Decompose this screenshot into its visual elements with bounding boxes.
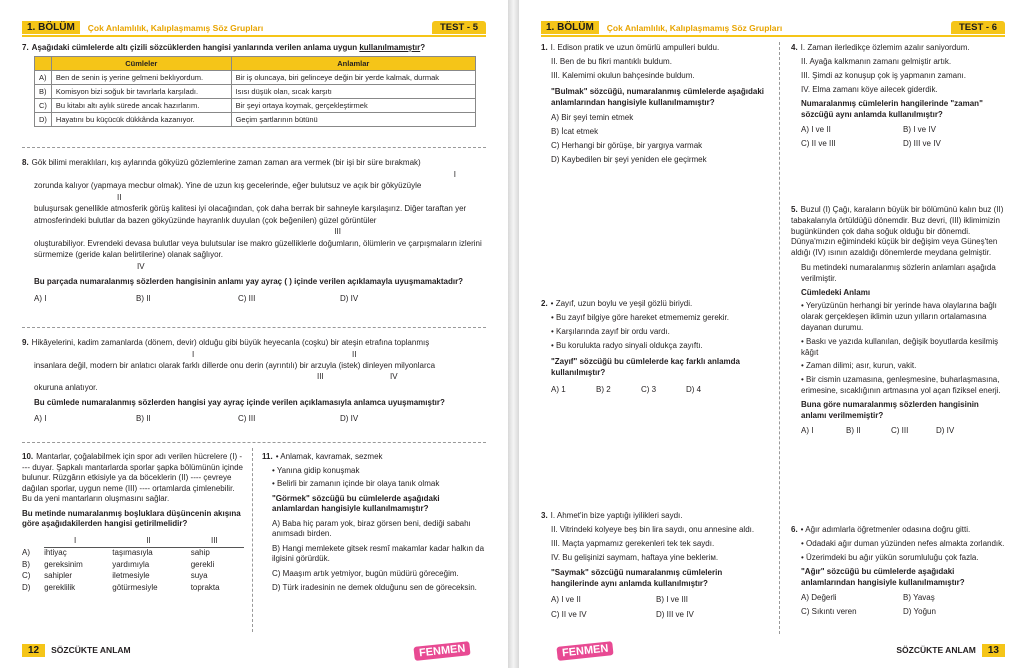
answer-option[interactable]: A) 1 [551, 385, 566, 394]
paragraph-text: oluşturabiliyor. Evrendeki devasa bulutlar veya bulutsular ise makro güzelliklerle doğumların, ölümlerin ve çarpışmaların izlerini sürmemize (geride kalan belirtilerine) olanak sağlıyor. [34, 238, 482, 259]
bullet-text: Bu zayıf bilgiye göre hareket etmememiz gerekir. [556, 313, 729, 322]
option-cell: suya [190, 571, 208, 580]
answer-option[interactable]: D) Türk iradesinin ne demek olduğunu sen de göreceksin. [272, 583, 477, 592]
option-cell: gereksinim [44, 559, 83, 569]
right-header [541, 20, 1005, 37]
meaning-cell: Bir iş oluncaya, biri gelinceye değin bir yerde kalmak, durmak [231, 71, 475, 85]
option-cell: sahipler [44, 571, 73, 580]
bolum-label: 1. BÖLÜM [541, 21, 599, 34]
answer-option[interactable]: C) Herhangi bir görüşe, bir yargıya varmak [551, 141, 703, 150]
bullet-text: Baskı ve yazıda kullanılan, değişik boyutlarda kesilmiş kâğıt [801, 336, 999, 357]
answer-option[interactable]: D) IV [340, 293, 359, 303]
answer-option[interactable]: D) III ve IV [656, 610, 694, 619]
table-row [35, 113, 476, 127]
bullet-text: Anlamak, kavramak, sezmek [280, 452, 383, 461]
answer-option[interactable]: D) Yoğun [903, 607, 936, 616]
footer-label: SÖZCÜKTE ANLAM [51, 645, 131, 655]
option-letter: C) [35, 99, 52, 113]
answer-option[interactable]: C) III [891, 426, 909, 436]
answer-option[interactable]: C) II ve III [801, 139, 836, 148]
option-cell: gereklilik [44, 582, 76, 592]
numeral-marker: II [117, 192, 122, 202]
answer-option[interactable]: B) Yavaş [903, 593, 935, 602]
numeral-marker: IV [137, 261, 145, 271]
option-letter: C) [22, 571, 31, 580]
subject-title: Çok Anlamlılık, Kalıplaşmamış Söz Grupları [87, 22, 264, 33]
question-number: 6. [791, 525, 798, 534]
answer-option[interactable]: D) IV [340, 414, 359, 423]
answer-option[interactable]: C) III [238, 414, 256, 423]
question-number: 1. [541, 43, 548, 52]
divider [22, 442, 486, 443]
option-cell: yardımıyla [112, 559, 150, 569]
answer-option[interactable]: A) I [801, 426, 814, 436]
question-6 [791, 524, 1005, 617]
brand-logo: FENMEN [413, 641, 471, 661]
sentence-line: III. Maçta yapmamız gerekenleri tek tek saydı. [551, 539, 715, 548]
question-stem: Buna göre numaralanmış sözlerden hangisinin anlamı verilmemiştir? [801, 399, 979, 420]
answer-option[interactable]: C) 3 [641, 385, 657, 394]
paragraph-text: insanlara değil, modern bir anlatıcı olarak farklı dillerde onu derin (ayrıntılı) bir arzuyla (istek) dinleyen milyonlarca [34, 360, 436, 370]
bullet-text: Karşılarında zayıf bir ordu vardı. [556, 327, 670, 336]
question-stem: Aşağıdaki cümlelerde altı çizili sözcüklerden hangisi yanlarında verilen anlama uygun [31, 43, 360, 52]
option-letter: B) [35, 85, 52, 99]
answer-option[interactable]: C) III [238, 293, 256, 303]
right-footer [896, 642, 1005, 658]
question-5 [791, 205, 1005, 437]
table-row [35, 99, 476, 113]
answer-option[interactable]: D) IV [936, 426, 955, 436]
column-divider [779, 42, 780, 634]
question-7 [22, 42, 486, 127]
sentence-cell: Bu kitabı altı aylık sürede ancak hazırlarım. [51, 99, 231, 113]
answer-option[interactable]: C) II ve IV [551, 610, 587, 619]
question-stem: "Ağır" sözcüğü bu cümlelerde aşağıdaki anlamlarından hangisiyle kullanılmamıştır? [801, 567, 965, 587]
sentence-line: II. Ayağa kalkmanın zamanı gelmiştir artık. [801, 57, 952, 66]
bolum-label: 1. BÖLÜM [22, 21, 80, 34]
answer-option[interactable]: B) I ve IV [903, 125, 936, 134]
numeral-marker: I [453, 169, 456, 179]
q7-table [34, 56, 476, 127]
answer-option[interactable] [22, 548, 244, 560]
footer-label: SÖZCÜKTE ANLAM [896, 645, 976, 655]
option-letter: A) [22, 547, 30, 557]
question-number: 7. [22, 43, 29, 52]
bullet-text: Ağır adımlarla öğretmenler odasına doğru gitti. [805, 525, 971, 534]
bullet-text: Belirli bir zamanın içinde bir olaya tanık olmak [277, 479, 440, 488]
numeral-marker: III [317, 372, 324, 381]
meaning-cell: Bir şeyi ortaya koymak, gerçekleştirmek [231, 99, 475, 113]
answer-option[interactable]: D) III ve IV [903, 139, 941, 148]
sentence-line: IV. Bu gelişinizi saymam, haftaya yine bekleriм. [551, 553, 719, 562]
left-page [0, 0, 508, 668]
option-cell: gerekli [190, 559, 215, 569]
option-letter: A) [35, 71, 52, 85]
answer-option[interactable]: A) I ve II [551, 595, 581, 604]
answer-option[interactable]: B) II [136, 414, 151, 423]
answer-option[interactable]: B) 2 [596, 385, 611, 394]
bullet-text: Yeryüzünün herhangi bir yerinde hava olaylarına bağlı olarak gerçekleşen iklimin uzun yılların ortalamasına dayanan durumu. [801, 301, 997, 332]
option-letter: D) [35, 113, 52, 127]
stem-emphasis: kullanılmamıştır [359, 43, 421, 52]
answer-option[interactable]: B) II [846, 426, 861, 436]
sentence-line: I. Zaman ilerledikçe özlemim azalır saniyordum. [800, 43, 970, 52]
question-number: 10. [22, 452, 34, 461]
divider [22, 327, 486, 328]
paragraph-text: Hikâyelerini, kadim zamanlarda (dönem, devir) olduğu gibi büyük heyecanla (coşku) bir ateşin etrafına toplanmış [31, 338, 430, 347]
answer-option[interactable]: B) I ve III [656, 595, 689, 604]
q10-options-table [22, 536, 244, 595]
option-letter: B) [22, 559, 30, 569]
page-number: 13 [982, 644, 1005, 657]
numeral-marker: IV [390, 372, 398, 381]
paragraph-text: Buzul (I) Çağı, karaların büyük bir bölümünü kalın buz (II) tabakalarıyla örtüldüğü dönemdir. Buz devri, (III) iklimimizin bugünkünden çok daha soğuk olduğu bir dönemdi. Dünya'mızın eğimindeki küçük bir değişim veya Güneş'ten aldığı (IV) ısının azaldığı dönemlerde meydana gelmiştir. [791, 205, 1004, 258]
answer-option[interactable]: D) 4 [686, 385, 702, 394]
answer-option[interactable]: A) I ve II [801, 125, 831, 134]
table-row [35, 71, 476, 85]
question-2 [541, 298, 771, 395]
bullet-text: Bu korulukta radyo sinyali oldukça zayıftı. [556, 341, 703, 350]
question-stem: "Zayıf" sözcüğü bu cümlelerde kaç farklı anlamda kullanılmıştır? [551, 357, 740, 377]
question-stem: Bu cümlede numaralanmış sözlerden hangisi yay ayraç içinde verilen açıklamasıyla anlamca uyuşmamıştır? [34, 397, 445, 407]
sentence-cell: Hayatını bu küçücük dükkânda kazanıyor. [51, 113, 231, 127]
divider [22, 147, 486, 148]
bullet-text: Bir cismin uzamasına, genleşmesine, buharlaşmasına, erimesine, sıcaklığının artmasına yol açan fiziksel enerji. [801, 375, 1001, 395]
question-9 [22, 337, 486, 425]
question-number: 5. [791, 205, 798, 214]
sentence-line: III. Kalemimi okulun bahçesinde buldum. [551, 71, 695, 80]
brand-logo: FENMEN [556, 641, 614, 661]
option-cell: iletmesiyle [112, 571, 150, 580]
meaning-cell: Geçim şartlarının bütünü [231, 113, 475, 127]
column-divider [252, 448, 253, 632]
column-header: I [44, 536, 112, 548]
test-badge: TEST - 6 [951, 21, 1005, 34]
question-stem: Numaralanmış cümlelerin hangilerinde "zaman" sözcüğü aynı anlamda kullanılmıştır? [801, 99, 983, 119]
option-letter: D) [22, 582, 31, 592]
bullet-text: Yanına gidip konuşmak [276, 465, 360, 475]
table-row [35, 85, 476, 99]
page-number: 12 [22, 644, 45, 657]
question-stem: "Görmek" sözcüğü bu cümlelerde aşağıdaki anlamlardan hangisiyle kullanılmamıştır? [272, 493, 440, 513]
question-stem: "Saymak" sözcüğü numaralanmış cümlelerin hangilerinde aynı anlamda kullanılmıştır? [551, 568, 723, 588]
meaning-cell: Isısı düşük olan, sıcak karşıtı [231, 85, 475, 99]
paragraph-text: buluşursak genellikle atmosferik görüş kalitesi iyi olacağından, çok daha berrak bir sahneyle karşılaşırız. Diğer taraftan yer atmosferindeki bulutlar da bazen gökyüzünde hayranlık duyulan (çok beğenilen) güzel görüntüler [34, 204, 467, 225]
answer-option[interactable]: A) Değerli [801, 593, 837, 602]
bullet-text: Zaman dilimi; asır, kurun, vakit. [806, 361, 917, 371]
numeral-marker: III [334, 227, 341, 236]
sentence-line: I. Ahmet'in bize yaptığı iyilikleri saydı. [550, 511, 683, 520]
test-badge: TEST - 5 [432, 21, 486, 34]
question-3 [541, 510, 771, 620]
sentence-line: II. Vitrindeki kolyeye beş bin lira saydı, onu annesine aldı. [551, 525, 755, 534]
bullet-text: Üzerimdeki bu ağır yükün sorumluluğu çok fazla. [806, 553, 979, 562]
column-header: II [112, 536, 190, 548]
bullet-text: Odadaki ağır duman yüzünden nefes almakta zorlandık. [806, 539, 1005, 548]
question-number: 9. [22, 338, 29, 347]
answer-option[interactable]: B) İcat etmek [551, 127, 599, 136]
numeral-marker: I [192, 349, 195, 359]
bullet-text: Zayıf, uzun boylu ve yeşil gözlü biriydi. [555, 299, 693, 308]
stem-end: ? [420, 43, 426, 52]
answer-option[interactable]: C) Sıkıntı veren [801, 607, 857, 616]
option-cell: toprakta [190, 582, 220, 592]
table-header: Anlamlar [231, 57, 475, 71]
answer-option[interactable]: A) I [34, 293, 47, 303]
answer-option[interactable]: C) Maaşım artık yetmiyor, bugün müdürü göreceğim. [272, 568, 459, 578]
question-number: 11. [262, 452, 273, 461]
paragraph-text: Gök bilimi meraklıları, kış aylarında gökyüzü gözlemlerine zaman zaman ara vermek (bir işi bir süre bırakmak) [31, 158, 421, 167]
sentence-cell: Ben de senin iş yerine gelmeni beklıyordum. [51, 71, 231, 85]
subject-title: Çok Anlamlılık, Kalıplaşmamış Söz Grupları [606, 22, 783, 33]
section-heading: Cümledeki Anlamı [801, 287, 871, 297]
left-footer [22, 642, 131, 658]
column-header: III [191, 536, 244, 548]
answer-option[interactable] [22, 560, 244, 572]
question-1 [541, 42, 771, 165]
question-11 [262, 452, 486, 594]
question-number: 2. [541, 299, 548, 308]
sentence-line: IV. Elma zamanı köye ailecek giderdik. [801, 85, 938, 94]
sentence-line: II. Ben de bu fikri mantıklı buldum. [551, 57, 672, 66]
answer-option[interactable]: B) II [136, 293, 151, 303]
sentence-line: I. Edison pratik ve uzun ömürlü ampulleri buldu. [550, 43, 720, 52]
answer-option[interactable]: B) Hangi memlekete gitsek resmî makamlar kadar halkın da ilgisini görürdük. [272, 543, 485, 563]
question-stem: Bu metinde numaralanmış boşluklara düşüncenin akışına göre aşağıdakilerden hangisi getirilmelidir? [22, 508, 241, 528]
question-number: 4. [791, 43, 798, 52]
paragraph-text: Mantarlar, çoğalabilmek için spor adı verilen hücrelere (I) ---- duyar. Şapkalı mantarlarda sporlar şapka bölümünün içinde bulunur. Rüzgârın etkisiyle ya da böceklerin (II) ---- çevreye dağılan sporlar, uygun neme (III) ---- ortamlarda çimlenebilir. Bu da yeni mantarların oluşmasını sağlar. [22, 452, 244, 503]
numeral-marker: II [352, 349, 357, 359]
table-header: Cümleler [51, 57, 231, 71]
question-8 [22, 157, 486, 304]
page-gutter [508, 0, 519, 668]
option-cell: taşımasıyla [112, 548, 153, 557]
question-number: 8. [22, 158, 29, 167]
answer-option[interactable] [22, 571, 244, 583]
sentence-cell: Komisyon bizi soğuk bir tavırlarla karşıladı. [51, 85, 231, 99]
question-number: 3. [541, 511, 548, 520]
left-header [22, 20, 486, 37]
paragraph-text: okuruna anlatıyor. [34, 383, 98, 392]
option-cell: ihtiyaç [44, 548, 67, 557]
intro-text: Bu metindeki numaralanmış sözlerin anlamları aşağıda verilmiştir. [801, 262, 996, 283]
sentence-line: III. Şimdi az konuşup çok iş yapmanın zamanı. [801, 71, 966, 80]
question-stem: "Bulmak" sözcüğü, numaralanmış cümlelerde aşağıdaki anlamlarından hangisiyle kullanılmamıştır? [551, 87, 764, 107]
option-cell: götürmesiyle [112, 582, 158, 592]
answer-option[interactable]: A) I [34, 414, 47, 423]
question-stem: Bu parçada numaralanmış sözlerden hangisinin anlamı yay ayraç ( ) içinde verilen açıklamayla uyuşmamaktadır? [34, 277, 464, 286]
option-cell: sahip [190, 548, 210, 557]
answer-option[interactable] [22, 583, 244, 595]
paragraph-text: zorunda kalıyor (yapmaya mecbur olmak). Yine de uzun kış gecelerinde, eğer bulutsuz ve açık bir gökyüzüyle [34, 181, 422, 190]
right-page [519, 0, 1027, 668]
question-10 [22, 452, 244, 594]
answer-option[interactable]: D) Kaybedilen bir şeyi yeniden ele geçirmek [551, 155, 707, 164]
question-4 [791, 42, 1005, 149]
answer-option[interactable]: A) Bir şeyi temin etmek [551, 113, 634, 122]
answer-option[interactable]: A) Baba hiç param yok, biraz görsen beni, dediği sabahı anımsadı birden. [272, 518, 471, 538]
